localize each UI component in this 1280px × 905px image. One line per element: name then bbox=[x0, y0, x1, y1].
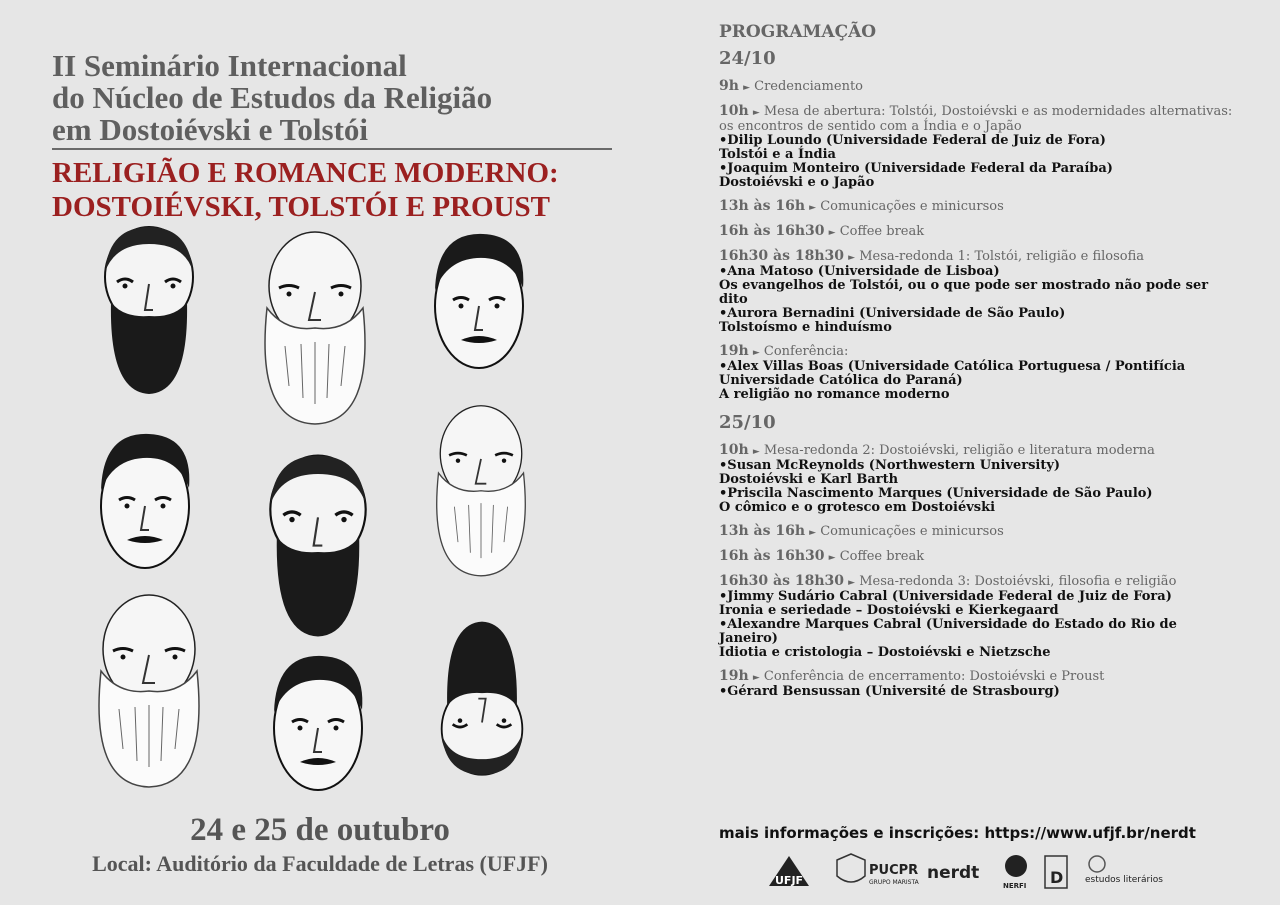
svg-text:GRUPO MARISTA: GRUPO MARISTA bbox=[869, 879, 919, 886]
schedule-description: Mesa-redonda 1: Tolstói, religião e filosofia bbox=[859, 249, 1145, 264]
schedule-item-header bbox=[719, 574, 1239, 590]
cd-logo bbox=[1043, 852, 1069, 892]
talk-title: Os evangelhos de Tolstói, ou o que pode ser mostrado não pode ser dito bbox=[719, 278, 1209, 307]
svg-text:estudos literários: estudos literários bbox=[1085, 875, 1163, 885]
talk-title: Idiotia e cristologia – Dostoiévski e Nietzsche bbox=[719, 645, 1051, 660]
talk-title: Tolstoísmo e hinduísmo bbox=[719, 320, 892, 335]
schedule-description: Mesa de abertura: Tolstói, Dostoiévski e as modernidades alternativas: os encontros de sentido com a Índia e o Japão bbox=[719, 104, 1233, 134]
svg-text:UFJF: UFJF bbox=[775, 874, 804, 887]
svg-text:PUCPR: PUCPR bbox=[869, 863, 919, 878]
arrow-icon: ► bbox=[752, 108, 760, 118]
speaker-line: •Joaquim Monteiro (Universidade Federal da Paraíba) bbox=[719, 161, 1113, 176]
talk-title: Ironia e seriedade – Dostoiévski e Kierkegaard bbox=[719, 603, 1059, 618]
schedule-time: 16h às 16h30 bbox=[719, 223, 825, 239]
schedule-description: Mesa-redonda 3: Dostoiévski, filosofia e religião bbox=[859, 574, 1177, 589]
seminar-subtitle bbox=[52, 156, 632, 224]
talk-title: O cômico e o grotesco em Dostoiévski bbox=[719, 500, 996, 515]
dostoevsky-portrait bbox=[253, 450, 383, 640]
schedule-item bbox=[719, 549, 1239, 565]
schedule-item bbox=[719, 574, 1239, 660]
schedule-item-header bbox=[719, 524, 1239, 540]
title-line: em Dostoiévski e Tolstói bbox=[52, 112, 369, 147]
speaker-line: •Priscila Nascimento Marques (Universidade de São Paulo) bbox=[719, 486, 1153, 501]
speaker-line: •Susan McReynolds (Northwestern University) bbox=[719, 458, 1061, 473]
schedule-item bbox=[719, 104, 1239, 190]
ufjf-logo bbox=[765, 852, 815, 892]
svg-text:nerdt: nerdt bbox=[927, 863, 980, 883]
speaker-line: •Ana Matoso (Universidade de Lisboa) bbox=[719, 264, 1000, 279]
schedule-time: 16h30 às 18h30 bbox=[719, 573, 844, 589]
schedule-description: Coffee break bbox=[839, 549, 925, 564]
dostoevsky-portrait bbox=[89, 222, 209, 397]
schedule-item-header bbox=[719, 79, 1239, 95]
schedule-description: Mesa-redonda 2: Dostoiévski, religião e literatura moderna bbox=[763, 443, 1155, 458]
talk-title: Dostoiévski e Karl Barth bbox=[719, 472, 899, 487]
schedule-item bbox=[719, 669, 1239, 699]
schedule-item bbox=[719, 524, 1239, 540]
title-line: do Núcleo de Estudos da Religião bbox=[52, 80, 493, 115]
schedule-item-header bbox=[719, 249, 1239, 265]
schedule-time: 19h bbox=[719, 668, 749, 684]
dostoevsky-portrait-inverted bbox=[427, 610, 537, 790]
schedule-description: Comunicações e minicursos bbox=[820, 199, 1004, 214]
speaker-line: •Dilip Loundo (Universidade Federal de Juiz de Fora) bbox=[719, 133, 1106, 148]
portrait-grid bbox=[75, 222, 545, 802]
schedule-item-header bbox=[719, 443, 1239, 459]
schedule-time: 16h às 16h30 bbox=[719, 548, 825, 564]
arrow-icon: ► bbox=[809, 203, 817, 213]
more-info-link[interactable]: mais informações e inscrições: https://www.ufjf.br/nerdt bbox=[719, 824, 1196, 842]
talk-title: Dostoiévski e o Japão bbox=[719, 175, 875, 190]
schedule-time: 10h bbox=[719, 442, 749, 458]
schedule-item bbox=[719, 344, 1239, 402]
schedule-item bbox=[719, 443, 1239, 515]
estudos-literarios-logo bbox=[1083, 852, 1163, 892]
schedule-description: Coffee break bbox=[839, 224, 925, 239]
event-location: Local: Auditório da Faculdade de Letras (UFJF) bbox=[92, 851, 548, 876]
nerfi-logo bbox=[1001, 852, 1031, 892]
schedule-description: Credenciamento bbox=[754, 79, 863, 94]
talk-title: A religião no romance moderno bbox=[719, 387, 950, 402]
arrow-icon: ► bbox=[752, 673, 760, 683]
day-heading: 25/10 bbox=[719, 412, 776, 433]
tolstoy-portrait bbox=[79, 584, 219, 794]
speaker-line: •Alex Villas Boas (Universidade Católica Portuguesa / Pontifícia Universidade Católica do Paraná) bbox=[719, 359, 1186, 388]
arrow-icon: ► bbox=[828, 228, 836, 238]
seminar-title bbox=[52, 50, 612, 146]
title-line: II Seminário Internacional bbox=[52, 48, 407, 83]
subtitle-line: DOSTOIÉVSKI, TOLSTÓI E PROUST bbox=[52, 191, 551, 223]
speaker-line: •Aurora Bernadini (Universidade de São Paulo) bbox=[719, 306, 1066, 321]
program-panel bbox=[719, 22, 1239, 699]
schedule-description: Conferência: bbox=[763, 344, 849, 359]
schedule-time: 13h às 16h bbox=[719, 523, 806, 539]
schedule-description: Conferência de encerramento: Dostoiévski e Proust bbox=[763, 669, 1105, 684]
schedule-item-header bbox=[719, 224, 1239, 240]
schedule-item bbox=[719, 199, 1239, 215]
day-heading: 24/10 bbox=[719, 48, 776, 69]
speaker-line: •Alexandre Marques Cabral (Universidade do Estado do Rio de Janeiro) bbox=[719, 617, 1177, 646]
sponsor-logos bbox=[765, 852, 1165, 897]
schedule-time: 16h30 às 18h30 bbox=[719, 248, 844, 264]
schedule-item bbox=[719, 79, 1239, 95]
schedule-item-header bbox=[719, 669, 1239, 685]
svg-text:D: D bbox=[1050, 868, 1064, 887]
tolstoy-portrait bbox=[245, 226, 385, 426]
schedule-item-header bbox=[719, 549, 1239, 565]
pucpr-logo bbox=[833, 852, 921, 892]
arrow-icon: ► bbox=[848, 253, 856, 263]
arrow-icon: ► bbox=[752, 348, 760, 358]
nerdt-logo bbox=[925, 852, 991, 892]
arrow-icon: ► bbox=[743, 83, 750, 93]
arrow-icon: ► bbox=[752, 447, 760, 457]
tolstoy-portrait bbox=[419, 384, 543, 594]
schedule-item-header bbox=[719, 104, 1239, 134]
speaker-line: •Jimmy Sudário Cabral (Universidade Federal de Juiz de Fora) bbox=[719, 589, 1172, 604]
svg-text:NERFI: NERFI bbox=[1003, 882, 1027, 890]
event-date: 24 e 25 de outubro bbox=[190, 812, 450, 848]
proust-portrait bbox=[427, 230, 531, 378]
proust-portrait bbox=[93, 428, 197, 578]
schedule-time: 10h bbox=[719, 103, 749, 119]
arrow-icon: ► bbox=[828, 553, 836, 563]
title-divider bbox=[52, 148, 612, 150]
subtitle-line: RELIGIÃO E ROMANCE MODERNO: bbox=[52, 157, 559, 189]
schedule-time: 9h bbox=[719, 78, 739, 94]
arrow-icon: ► bbox=[848, 578, 856, 588]
schedule-item-header bbox=[719, 199, 1239, 215]
schedule-time: 19h bbox=[719, 343, 749, 359]
arrow-icon: ► bbox=[809, 528, 817, 538]
schedule-item-header bbox=[719, 344, 1239, 360]
speaker-line: •Gérard Bensussan (Université de Strasbourg) bbox=[719, 684, 1060, 699]
schedule-item bbox=[719, 249, 1239, 335]
program-heading: PROGRAMAÇÃO bbox=[719, 22, 877, 42]
talk-title: Tolstói e a Índia bbox=[719, 147, 836, 162]
schedule-time: 13h às 16h bbox=[719, 198, 806, 214]
schedule-item bbox=[719, 224, 1239, 240]
schedule-description: Comunicações e minicursos bbox=[820, 524, 1004, 539]
proust-portrait bbox=[265, 650, 371, 800]
